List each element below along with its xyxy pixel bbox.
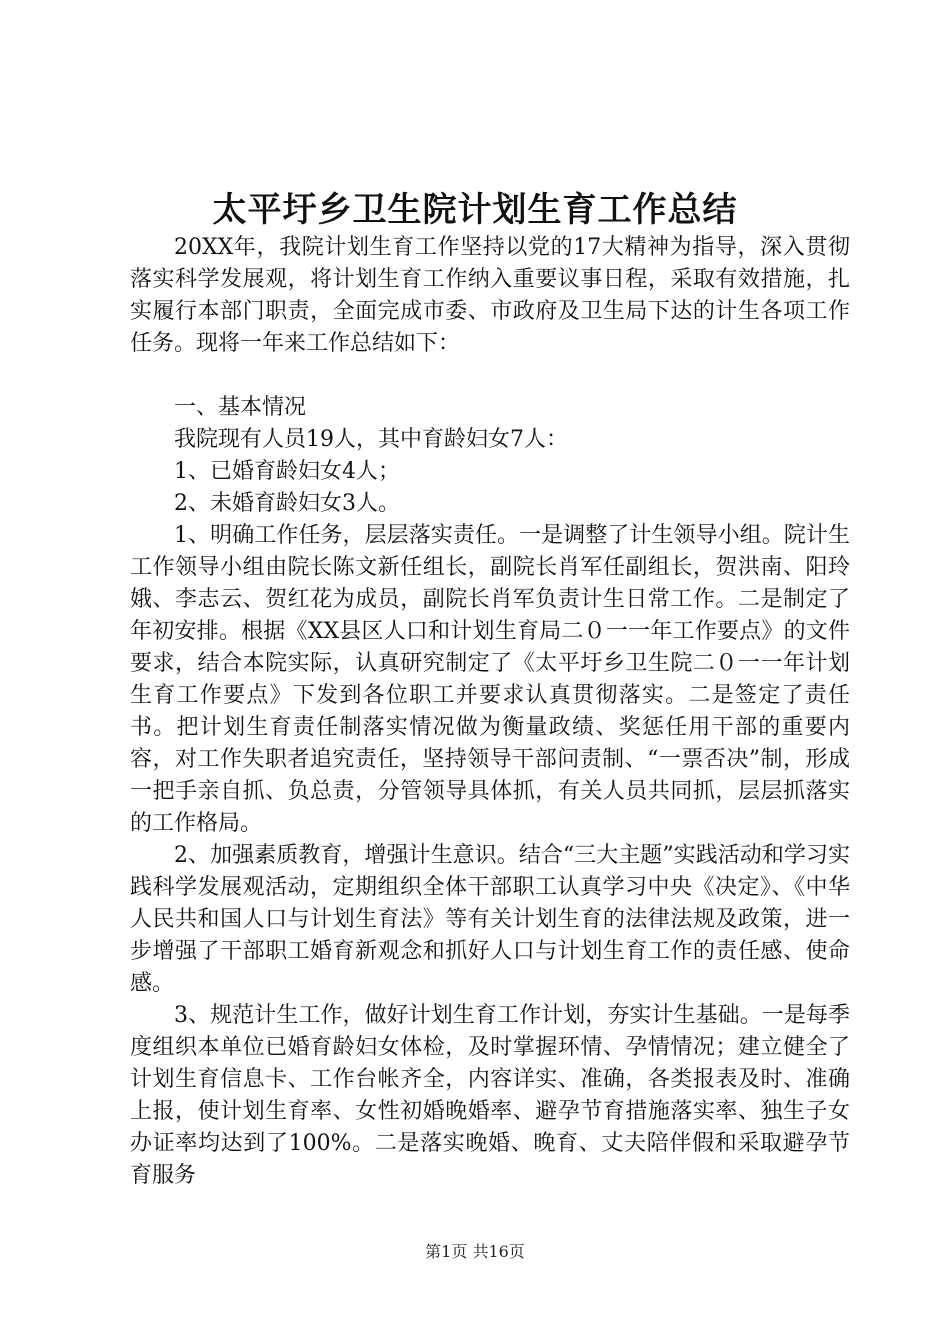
item-2-paragraph: 2、加强素质教育，增强计生意识。结合“三大主题”实践活动和学习实践科学发展观活动，定期组织全体干部职工认真学习中央《决定》、《中华人民共和国人口与计划生育法》等有关计划生育的法律法规及政策，进一步增强了干部职工婚育新观念和抓好人口与计划生育工作的责任感、使命感。 — [130, 843, 850, 996]
intro-paragraph: 20XX年，我院计划生育工作坚持以党的17大精神为指导，深入贯彻落实科学发展观，将计划生育工作纳入重要议事日程，采取有效措施，扎实履行本部门职责，全面完成市委、市政府及卫生局下达的计生各项工作任务。现将一年来工作总结如下： — [130, 235, 850, 356]
document-title: 太平圩乡卫生院计划生育工作总结 — [212, 190, 738, 230]
staff-count-paragraph: 我院现有人员19人，其中育龄妇女7人： — [174, 427, 568, 452]
item-1-paragraph: 1、明确工作任务，层层落实责任。一是调整了计生领导小组。院计生工作领导小组由院长陈文新任组长，副院长肖军任副组长，贺洪南、阳玲娥、李志云、贺红花为成员，副院长肖军负责计生日常工作。二是制定了年初安排。根据《XX县区人口和计划生育局二０一一年工作要点》的文件要求，结合本院实际，认真研究制定了《太平圩乡卫生院二０一一年计划生育工作要点》下发到各位职工并要求认真贯彻落实。二是签定了责任书。把计划生育责任制落实情况做为衡量政绩、奖惩任用干部的重要内容，对工作失职者追究责任，坚持领导干部问责制、“一票否决”制，形成一把手亲自抓、负总责，分管领导具体抓，有关人员共同抓，层层抓落实的工作格局。 — [130, 523, 850, 836]
page-footer: 第1页 共16页 — [425, 1242, 525, 1261]
section-heading-basic-situation: 一、基本情况 — [174, 395, 307, 420]
document-body — [130, 232, 850, 1192]
item-3-paragraph: 3、规范计生工作，做好计划生育工作计划，夯实计生基础。一是每季度组织本单位已婚育龄妇女体检，及时掌握环情、孕情情况；建立健全了计划生育信息卡、工作台帐齐全，内容详实、准确，各类报表及时、准确上报，使计划生育率、女性初婚晚婚率、避孕节育措施落实率、独生子女办证率均达到了100%。二是落实晚婚、晚育、丈夫陪伴假和采取避孕节育服务 — [130, 1003, 850, 1188]
married-women-line: 1、已婚育龄妇女4人； — [174, 459, 400, 484]
unmarried-women-line: 2、未婚育龄妇女3人。 — [174, 491, 400, 516]
paragraph-spacer — [130, 360, 850, 392]
